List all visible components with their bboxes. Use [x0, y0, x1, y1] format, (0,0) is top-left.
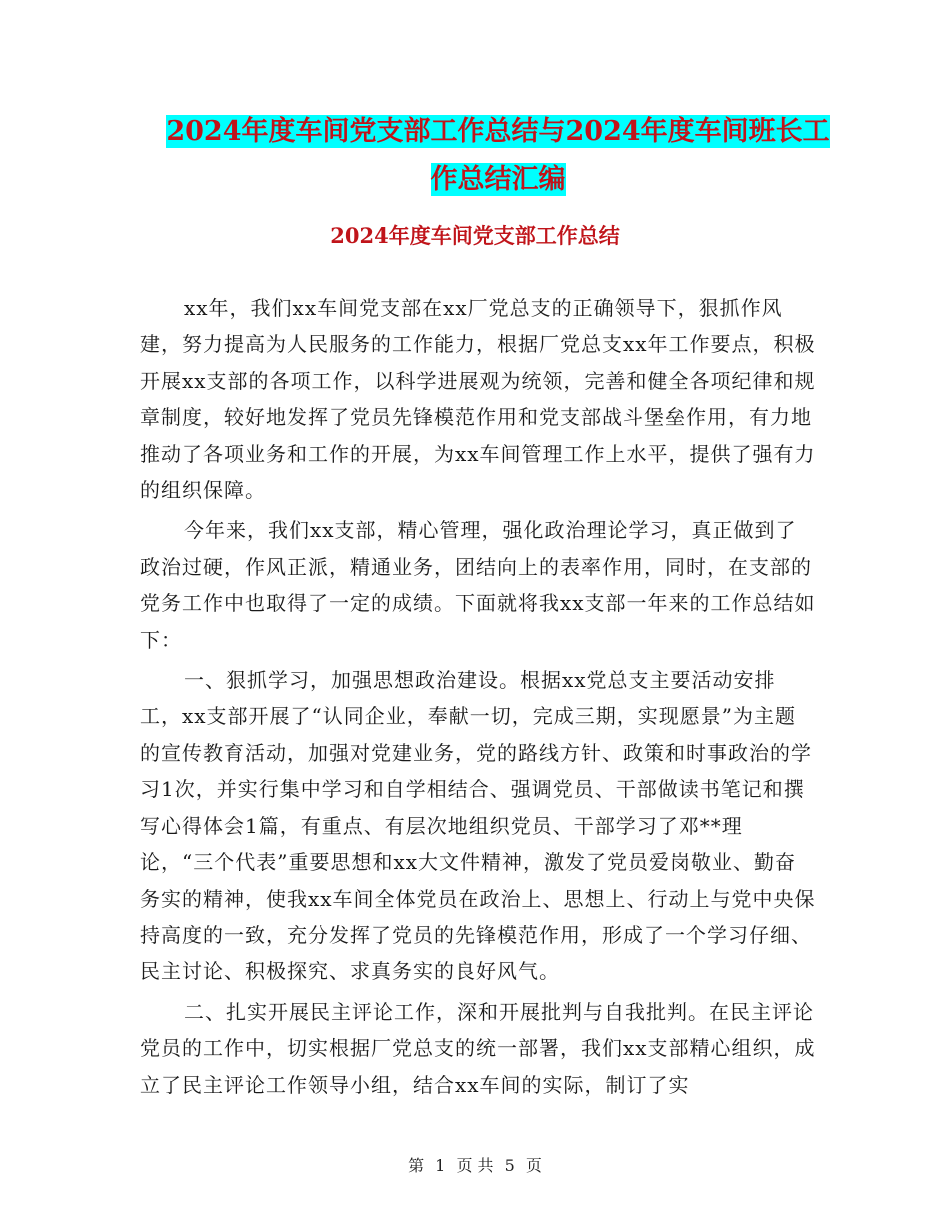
footer-page-number: 1	[435, 1156, 446, 1175]
paragraph-section-two: 二、扎实开展民主评论工作，深和开展批判与自我批判。在民主评论党员的工作中，切实根据厂党总支的统一部署，我们xx支部精心组织，成立了民主评论工作领导小组，结合xx车间的实际，制订了实	[140, 999, 816, 1097]
page-footer	[0, 1153, 950, 1176]
footer-prefix: 第	[408, 1156, 425, 1175]
paragraph-section-one: 一、狠抓学习，加强思想政治建设。根据xx党总支主要活动安排工，xx支部开展了“认同企业，奉献一切，完成三期，实现愿景”为主题的宣传教育活动，加强对党建业务，党的路线方针、政策和时事政治的学习1次，并实行集中学习和自学相结合、强调党员、干部做读书笔记和撰写心得体会1篇，有重点、有层次地组织党员、干部学习了邓**理论，“三个代表”重要思想和xx大文件精神，激发了党员爱岗敬业、勤奋务实的精神，使我xx车间全体党员在政治上、思想上、行动上与党中央保持高度的一致，充分发挥了党员的先锋模范作用，形成了一个学习仔细、民主讨论、积极探究、求真务实的良好风气。	[140, 668, 816, 984]
footer-suffix: 页	[525, 1156, 542, 1175]
document-body	[140, 290, 816, 1107]
footer-total-pages: 5	[504, 1156, 515, 1175]
section-title: 2024年度车间党支部工作总结	[330, 223, 620, 248]
main-title-line-1: 2024年度车间党支部工作总结与2024年度车间班长工	[166, 116, 830, 147]
footer-middle: 页 共	[456, 1156, 494, 1175]
document-main-title	[120, 108, 876, 204]
main-title-line-2: 作总结汇编	[430, 164, 566, 195]
paragraph-intro: xx年，我们xx车间党支部在xx厂党总支的正确领导下，狠抓作风建，努力提高为人民服务的工作能力，根据厂党总支xx年工作要点，积极开展xx支部的各项工作，以科学进展观为统领，完善和健全各项纪律和规章制度，较好地发挥了党员先锋模范作用和党支部战斗堡垒作用，有力地推动了各项业务和工作的开展，为xx车间管理工作上水平，提供了强有力的组织保障。	[140, 296, 816, 503]
paragraph-overview: 今年来，我们xx支部，精心管理，强化政治理论学习，真正做到了政治过硬，作风正派，精通业务，团结向上的表率作用，同时，在支部的党务工作中也取得了一定的成绩。下面就将我xx支部一年来的工作总结如下：	[140, 518, 816, 652]
